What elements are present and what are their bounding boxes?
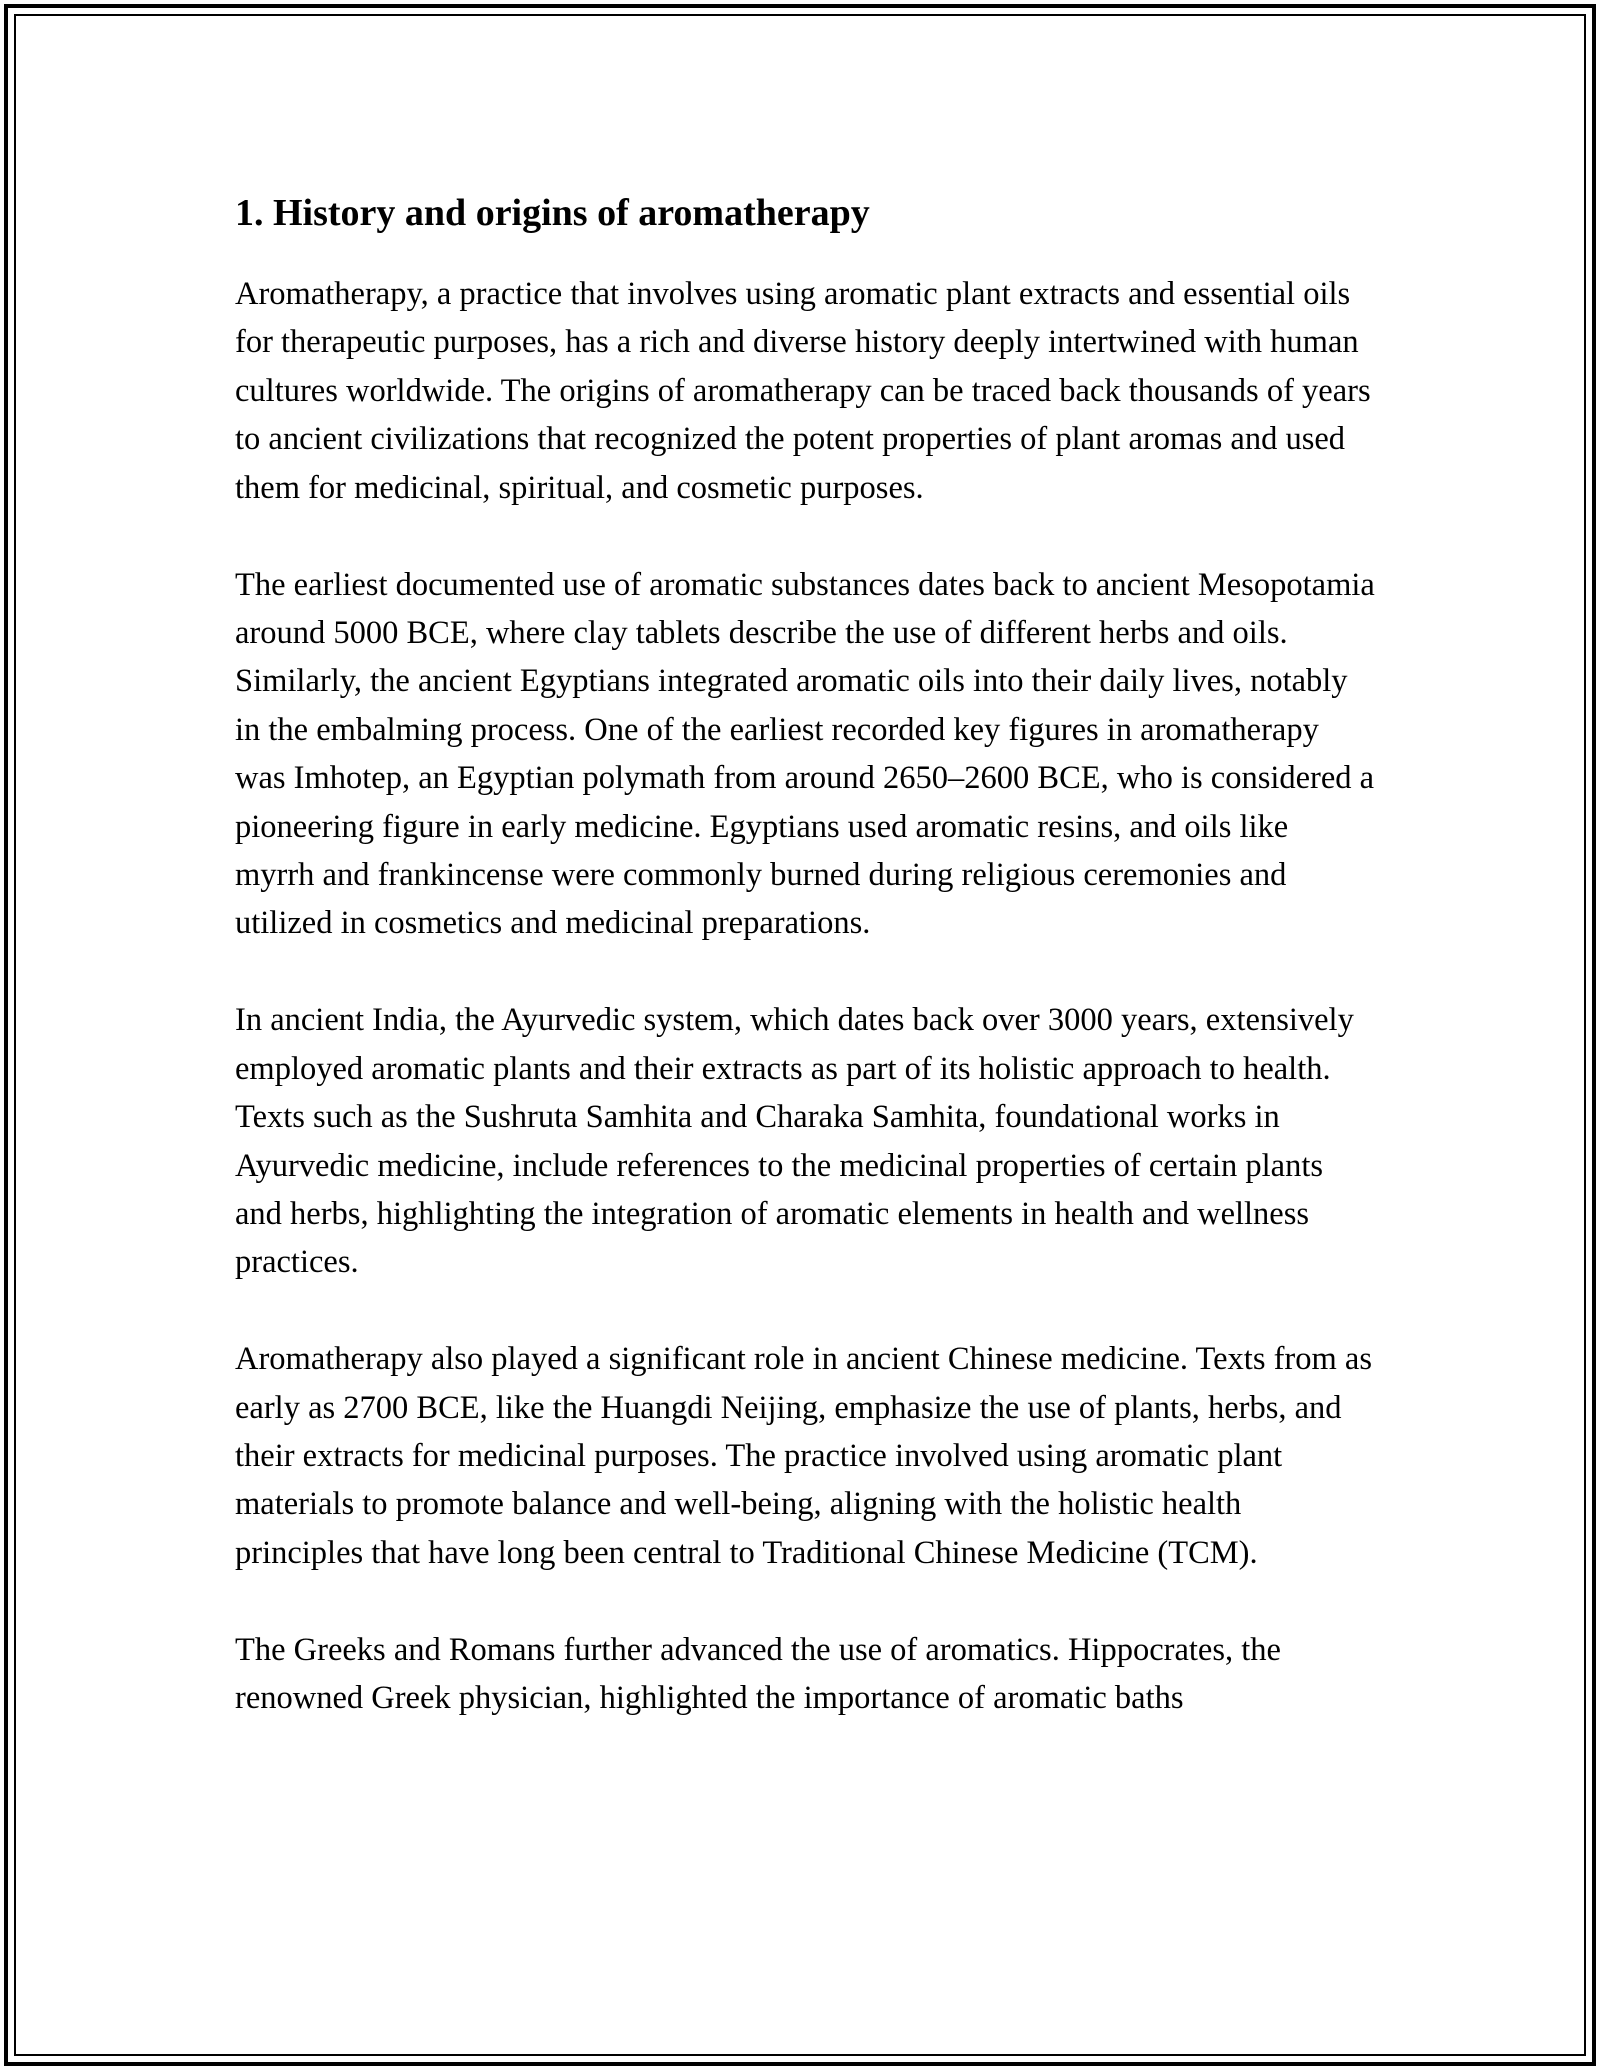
section-heading: 1. History and origins of aromatherapy xyxy=(235,192,870,234)
document-body xyxy=(235,186,1375,1723)
paragraph-china: Aromatherapy also played a significant role in ancient Chinese medicine. Texts from as early as 2700 BCE, like the Huangdi Neijing, emphasize the use of plants, herbs, and their extracts for medicinal purposes. The practice involved using aromatic plant materials to promote balance and well-being, aligning with the holistic health principles that have long been central to Traditional Chinese Medicine (TCM). xyxy=(235,1341,1372,1571)
paragraph-greeks-romans: The Greeks and Romans further advanced the use of aromatics. Hippocrates, the renowned Greek physician, highlighted the importance of aromatic baths xyxy=(235,1631,1281,1717)
paragraph-india: In ancient India, the Ayurvedic system, which dates back over 3000 years, extensively employed aromatic plants and their extracts as part of its holistic approach to health. Texts such as the Sushruta Samhita and Charaka Samhita, foundational works in Ayurvedic medicine, include references to the medicinal properties of certain plants and herbs, highlighting the integration of aromatic elements in health and wellness practices. xyxy=(235,1002,1354,1281)
paragraph-mesopotamia-egypt: The earliest documented use of aromatic substances dates back to ancient Mesopotamia around 5000 BCE, where clay tablets describe the use of different herbs and oils. Similarly, the ancient Egyptians integrated aromatic oils into their daily lives, notably in the embalming process. One of the earliest recorded key figures in aromatherapy was Imhotep, an Egyptian polymath from around 2650–2600 BCE, who is considered a pioneering figure in early medicine. Egyptians used aromatic resins, and oils like myrrh and frankincense were commonly burned during religious ceremonies and utilized in cosmetics and medicinal preparations. xyxy=(235,566,1375,942)
paragraph-intro: Aromatherapy, a practice that involves using aromatic plant extracts and essential oils for therapeutic purposes, has a rich and diverse history deeply intertwined with human cultures worldwide. The origins of aromatherapy can be traced back thousands of years to ancient civilizations that recognized the potent properties of plant aromas and used them for medicinal, spiritual, and cosmetic purposes. xyxy=(235,276,1371,506)
